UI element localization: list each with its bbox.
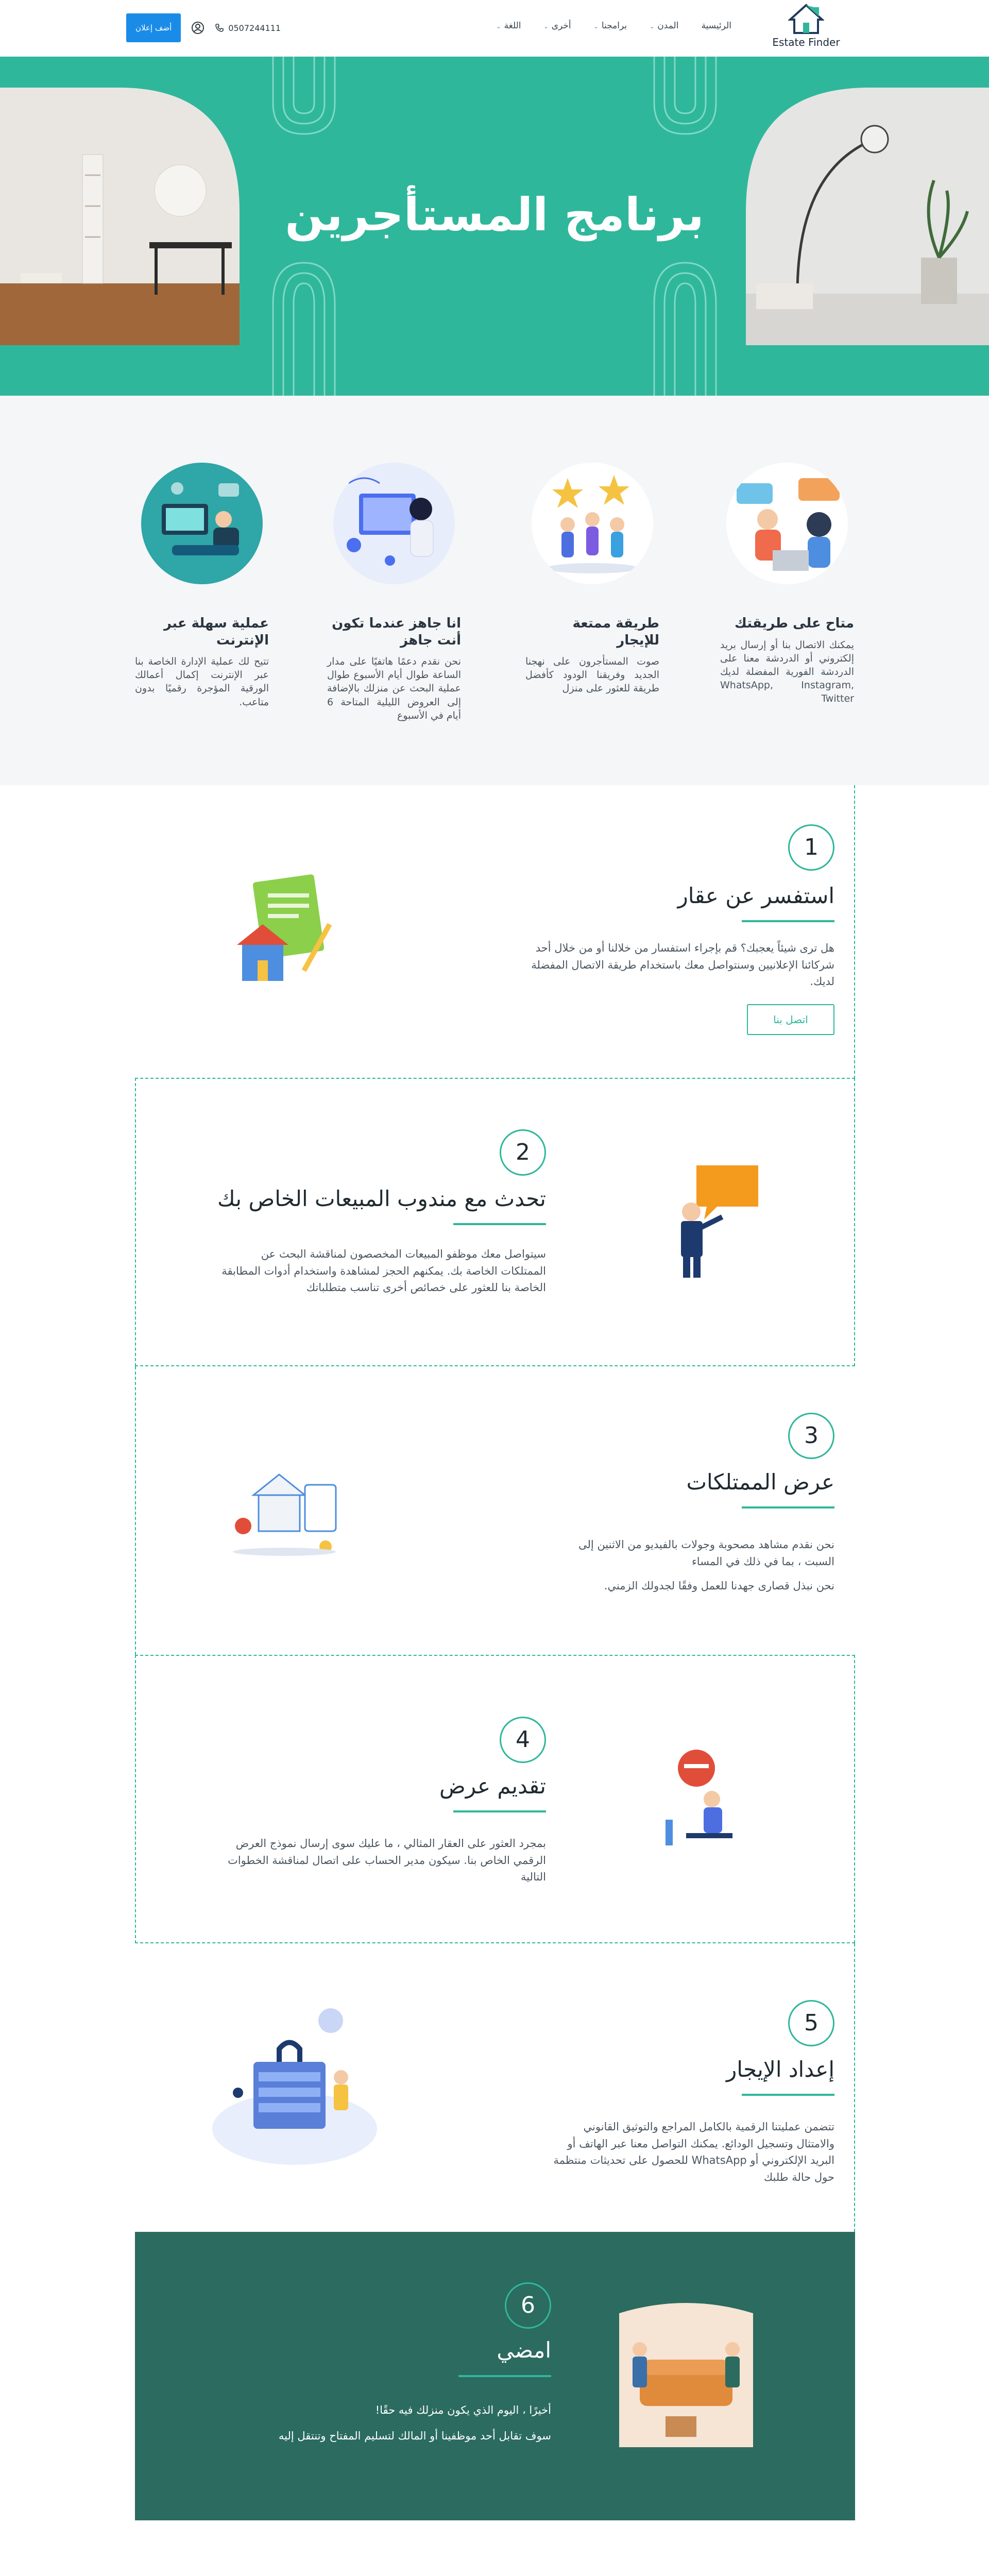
feature-title: طريقة ممتعة للإيجار (572, 616, 659, 648)
step-title: تقديم عرض (439, 1773, 546, 1799)
features-section (0, 396, 989, 785)
chevron-down-icon: ⌄ (543, 23, 549, 30)
step-title: عرض الممتلكات (686, 1469, 834, 1495)
phone-link[interactable] (215, 23, 281, 33)
step-6 (135, 2232, 855, 2520)
step-3 (135, 1366, 855, 1655)
feature-title: عملية سهلة عبر الإنترنت (164, 616, 269, 648)
main-nav (496, 21, 731, 31)
feature-text: صوت المستأجرون على نهجنا الجديد وفريقنا الودود كأفضل طريقة للعثور على منزل (525, 656, 659, 694)
feature-card (720, 463, 854, 706)
step-5 (135, 1943, 855, 2232)
step-number: 6 (505, 2282, 551, 2329)
step-text: تتضمن عمليتنا الرقمية بالكامل المراجع والتوثيق القانوني والامتثال وتسجيل الودائع. يمكنك التواصل معنا عبر الهاتف أو البريد الإلكتروني أو WhatsApp للحصول على تحديثات منتظمة حول حالة طلبك (553, 2121, 834, 2183)
step-text: سوف تقابل أحد موظفينا أو المالك لتسليم المفتاح وتنتقل إليه (278, 2430, 551, 2442)
support-illustration-icon (333, 463, 455, 584)
step-2 (135, 1078, 855, 1366)
feature-card (525, 463, 659, 696)
nav-item-language[interactable]: اللغة⌄ (496, 21, 521, 31)
hero-banner (0, 57, 989, 396)
feature-text: نحن نقدم دعمًا هاتفيًا على مدار الساعة طوال أيام الأسبوع طوال عملية البحث عن منزلك بالإضافة إلى العروض الليلية المتاحة 6 أيام في الأسبوع (327, 656, 461, 721)
step-number: 3 (788, 1413, 834, 1459)
step-text: نحن نبذل قصارى جهدنا للعمل وفقًا لجدولك الزمني. (604, 1580, 834, 1592)
feature-text: تتيح لك عملية الإدارة الخاصة بنا عبر الإنترنت إكمال أعمالك الورقية المؤجرة رقميًا بدون متاعب. (135, 656, 269, 708)
logo[interactable] (762, 3, 850, 55)
nav-item-programs[interactable]: برامجنا⌄ (593, 21, 627, 31)
step-title: استفسر عن عقار (677, 883, 834, 908)
chevron-down-icon: ⌄ (593, 23, 599, 30)
user-icon[interactable] (191, 21, 204, 35)
step-text: سيتواصل معك موظفو المبيعات المخصصون لمناقشة البحث عن الممتلكات الخاصة بك. يمكنهم الحجز لمشاهدة واستخدام أدوات المطابقة الخاصة بنا للعثور على خصائص أخرى تناسب متطلباتك (221, 1248, 546, 1294)
step-underline (458, 2375, 551, 2377)
step-1 (135, 785, 855, 1079)
chevron-down-icon: ⌄ (496, 23, 501, 30)
step-text: نحن نقدم مشاهد مصحوبة وجولات بالفيديو من الاثنين إلى السبت ، بما في ذلك في المساء (578, 1538, 834, 1568)
step-underline (742, 2094, 834, 2096)
online-illustration-icon (141, 463, 263, 584)
header-actions (126, 13, 281, 42)
step-number: 1 (788, 824, 834, 871)
step-title: امضي (497, 2337, 551, 2363)
feature-card (135, 463, 269, 709)
step-title: تحدث مع مندوب المبيعات الخاص بك (217, 1186, 546, 1211)
step-text: بمجرد العثور على العقار المثالي ، ما عليك سوى إرسال نموذج العرض الرقمي الخاص بنا. سيكون مدير الحساب على اتصال لمناقشة الخطوات التالية (228, 1837, 546, 1884)
step-underline (742, 920, 834, 922)
step-number: 4 (500, 1717, 546, 1763)
nav-item-other[interactable]: أخرى⌄ (543, 21, 571, 31)
sales-agent-illustration-icon (666, 1160, 763, 1279)
logo-text: Estate Finder (772, 36, 840, 48)
nav-item-home[interactable]: الرئيسية (701, 21, 731, 31)
step-underline (453, 1810, 546, 1812)
feature-text: يمكنك الاتصال بنا أو إرسال بريد إلكتروني أو الدردشة معنا على الدردشة الفورية المفضلة لديك WhatsApp, Instagram, Twitter (720, 639, 854, 705)
site-header (0, 0, 989, 57)
moving-in-illustration-icon (604, 2293, 769, 2463)
property-viewing-illustration-icon (223, 1459, 351, 1562)
step-underline (453, 1223, 546, 1225)
step-number: 2 (500, 1129, 546, 1176)
hero-title: برنامج المستأجرين (285, 188, 704, 241)
step-title: إعداد الإيجار (726, 2057, 834, 2082)
chat-illustration-icon (726, 463, 848, 584)
secure-lease-illustration-icon (176, 2000, 393, 2185)
add-listing-button[interactable]: أضف إعلان (126, 13, 181, 42)
step-text: أخيرًا ، اليوم الذي يكون منزلك فيه حقًا! (375, 2404, 551, 2416)
feature-title: انا جاهز عندما تكون أنت جاهز (332, 616, 461, 648)
offer-illustration-icon (655, 1742, 758, 1856)
house-logo-icon (788, 3, 824, 35)
feature-title: متاح على طريقتك (735, 616, 854, 631)
step-number: 5 (788, 2000, 834, 2046)
documents-house-illustration-icon (227, 873, 345, 991)
phone-icon (215, 23, 224, 32)
feature-card (327, 463, 461, 722)
step-underline (742, 1506, 834, 1509)
celebration-illustration-icon (532, 463, 653, 584)
nav-item-cities[interactable]: المدن⌄ (650, 21, 679, 31)
step-4 (135, 1655, 855, 1943)
contact-button[interactable]: اتصل بنا (747, 1004, 834, 1035)
step-text: هل ترى شيئاً يعجبك؟ قم بإجراء استفسار من خلالنا أو من خلال أحد شركائنا الإعلانيين وسنتواصل معك باستخدام طريقة الاتصال المفضلة لديك. (531, 942, 834, 988)
chevron-down-icon: ⌄ (650, 23, 655, 30)
phone-number: 0507244111 (228, 23, 281, 33)
